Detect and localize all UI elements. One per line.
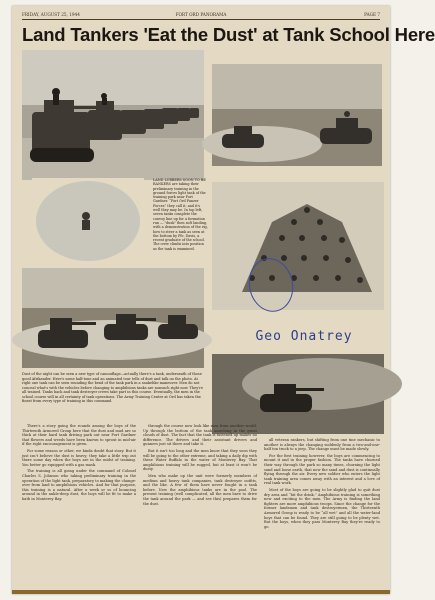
col2-paragraph: through the course now look like men from another world. Up through the bottom of the tank marching in the great clouds of dust. The fact that the tank is fastened up makes no difference. The drivers and their assistant drivers and gunners just sit there and take it. bbox=[143, 424, 257, 447]
photo-soldier-oval bbox=[32, 178, 144, 264]
col3-paragraph: all veteran rankers, but shifting from one tine mechanic to another is always the changing suddenly from a two-and-one-half ton truck to a jeep. The change must be made slowly. bbox=[264, 438, 380, 452]
header-page-number: PAGE 7 bbox=[364, 12, 380, 17]
page-headline: Land Tankers 'Eat the Dust' at Tank School Here bbox=[22, 24, 435, 45]
photo-single-tank-dust bbox=[212, 354, 384, 434]
header-paper-name: FORT ORD PANORAMA bbox=[175, 12, 227, 17]
header-date: FRIDAY, AUGUST 25, 1944 bbox=[22, 12, 80, 17]
col3-paragraph: Most of the boys are going to be slightly glad to quit dust dry area and “hit the drink.” Amphibious training is something new and exciting to the men. The Army is finding the land fighters are more amphibious troops. Since the change for the former landsmen and tank destroyermen, the Thirteenth Armored Group is ready to be “all wet” and all the water-land boys that can be found. They are still going to be plenty wet. But the boys, when they pass Monterey Bay they're ready to go. bbox=[264, 487, 380, 529]
header-rule bbox=[22, 19, 380, 20]
bottom-photo-caption bbox=[22, 372, 206, 420]
page-header bbox=[22, 12, 380, 22]
bottom-caption-text: Dust of the night can be seen a new type of camouflage—actually there's a tank, underneath of those good Afrikander. Here's some half-tone and an animated tour tells of dust and talk on the photo. At right one tank can be seen rounding the bend of the tank park in a snakelike maneuver. Men do not conceal what's with the vehicles before changing to amphibious tanks are nonsuch right now. They're all trained. Tanks back and tank destroyer crews take part in this course. Eventually, the men in the school course will in all certainty of tank operations. The Army Training Center at Ord has taken the finest from every type of training in this command. bbox=[22, 372, 203, 403]
photo-caption-text: LAND LUBBERS SOON TO BE RANKERS are taking their preliminary training in the ground forces light tank of the training park near Fort Gardner. “Fort Ord Panzer Forces” they call it, and it's well they may be. In top left, seven tanks complete the convoy line up for a formation run — "dusk" then soft landing, with a demonstration of the rig, how to steer a tank as seen at the bottom by Pfc. Davis, a recent graduate of the school. The crew climbs into position as the tank is examined. bbox=[153, 178, 208, 251]
col1-paragraph: There's a story going the rounds among the boys of the Thirteenth Armored Group here that the dust and mud are so thick at their hard tank driving park out near Fort Gardner that flowers and weeds have been known to sprout in mid-air if the right encouragement is given. bbox=[22, 424, 136, 447]
newspaper-page bbox=[12, 6, 435, 594]
page-bottom-border bbox=[12, 590, 390, 594]
photo-group-of-soldiers bbox=[212, 182, 384, 310]
photo-tanks-in-dust bbox=[212, 64, 382, 166]
col2-paragraph: But it isn't too long and the men know that they soon they will be going to the other extreme, and taking a daily dip with these Water Buffalo in the water of Monterey Bay. That amphibious training will be rugged, but at least it won't be dusty. bbox=[143, 448, 257, 472]
col3-paragraph: For the first training however, the boys are commencing to mount it and in the proper fashion. The tanks have churned their way through the park so many times, churning the light sand and loose earth, that now the sand and dust is continually flying through the air. Every new soldier who enters the light tank training area comes away with an interest and a love of real tank work. bbox=[264, 453, 380, 486]
photo-tanks-charging bbox=[22, 268, 204, 368]
col1-paragraph: For some reason or other, we kinda doubt that story. But it just isn't believe the dust is heavy; they take a little trip out there some day when the boys are in the midst of training. You better go equipped with a gas mask. bbox=[22, 448, 136, 467]
handwritten-signature: Geo Onatrey bbox=[255, 328, 353, 344]
article-column-3 bbox=[264, 438, 380, 584]
article-column-2 bbox=[143, 424, 257, 584]
photo-tank-convoy bbox=[22, 50, 204, 180]
article-column-1 bbox=[22, 424, 136, 584]
col1-paragraph: The training is all going under the command of Colonel Charles S. Johnson who taking preliminary training in the operation of the light tank, preparatory to making the change-over from land to amphibious vehicles. And for that purpose, this training is a natural. After a week or so of bouncing around in the ankle-deep dust, the boys will be fit to make a bath in Monterey Bay. bbox=[22, 469, 136, 501]
photo-caption bbox=[153, 178, 208, 268]
col2-paragraph: Men who make up the unit were formerly members of medium and heavy tank companies, tank destroyer outfits, and the like. A few of them have never fought in a tank before. Now the amphibious tanks are in the pool. The present training (well complicated, all the men have to drive the tank around the park — and see this) prepares them for the dust. bbox=[143, 473, 257, 506]
